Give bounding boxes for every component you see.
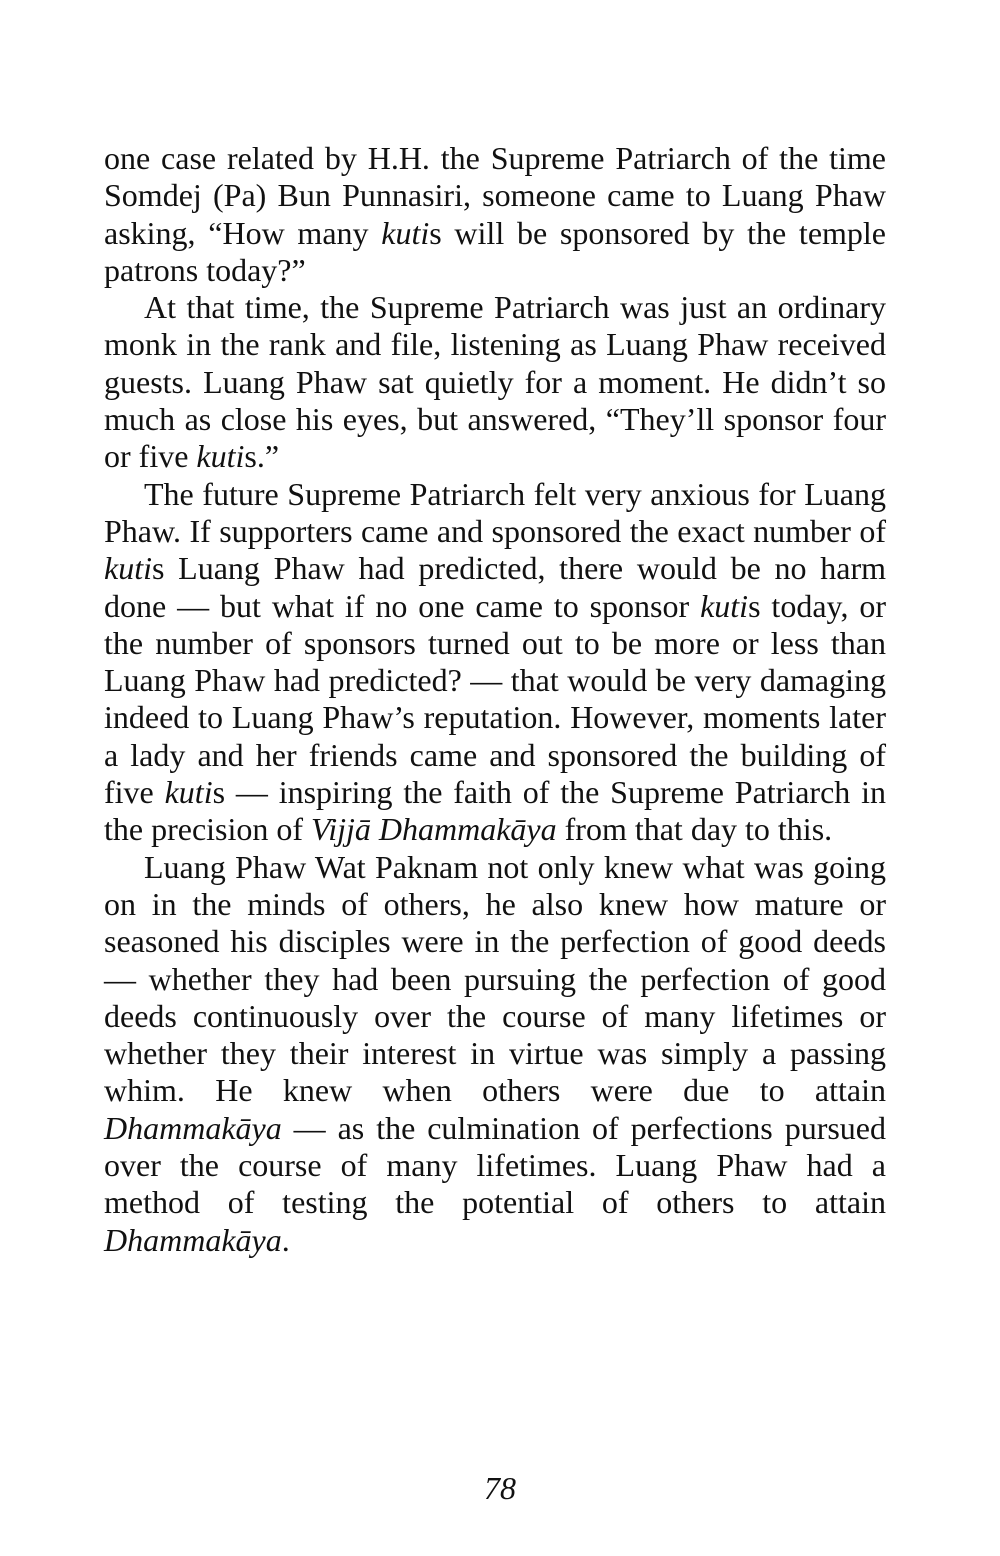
italic-term: kuti — [104, 550, 152, 587]
italic-term: kuti — [381, 214, 430, 251]
text-run: from that day to this. — [556, 811, 833, 848]
text-run: s.” — [244, 438, 280, 475]
text-run: Luang Phaw Wat Paknam not only knew what was going on in the minds of others, he also knew how mature or seasoned his disciples were in the perfection of good deeds — whether they had been pursuing the perfection of good deeds continuously over the course of many lifetimes or whether they their interest in virtue was simply a passing whim. He knew when others were due to attain — [104, 848, 886, 1109]
paragraph — [104, 289, 886, 475]
text-run: . — [281, 1221, 290, 1258]
italic-term: Dhammakāya — [104, 1221, 282, 1258]
paragraph — [104, 849, 886, 1259]
text-run: At that time, the Supreme Patriarch was just an ordinary monk in the rank and file, listening as Luang Phaw received guests. Luang Phaw sat quietly for a moment. He didn’t so much as close his eyes, but answered, “They’ll sponsor four or five — [104, 289, 886, 475]
text-run: s Luang Phaw had predicted, there would be no harm done — but what if no one came to sponsor — [104, 550, 886, 624]
italic-term: Vijjā Dhammakāya — [311, 811, 557, 848]
text-run: s today, or the number of sponsors turned out to be more or less than Luang Phaw had predicted? — that would be very damaging indeed to Luang Phaw’s reputation. However, moments later a lady and her friends came and sponsored the building of five — [104, 587, 887, 811]
paragraph — [104, 476, 886, 849]
paragraph — [104, 140, 886, 289]
italic-term: kuti — [164, 774, 213, 811]
text-run: s will be sponsored by the temple patrons today?” — [104, 214, 887, 288]
text-run: s — inspiring the faith of the Supreme Patriarch in the precision of — [104, 774, 887, 848]
italic-term: Dhammakāya — [104, 1109, 282, 1146]
italic-term: kuti — [196, 438, 245, 475]
page-number: 78 — [484, 1470, 516, 1506]
text-run: The future Supreme Patriarch felt very anxious for Luang Phaw. If supporters came and sponsored the exact number of — [104, 475, 886, 549]
italic-term: kuti — [700, 587, 749, 624]
text-run: one case related by H.H. the Supreme Patriarch of the time Somdej (Pa) Bun Punnasiri, someone came to Luang Phaw asking, “How many — [104, 140, 886, 251]
text-run: — as the culmination of perfections pursued over the course of many lifetimes. Luang Phaw had a method of testing the potential of others to attain — [104, 1109, 886, 1221]
body-text — [104, 140, 886, 1259]
